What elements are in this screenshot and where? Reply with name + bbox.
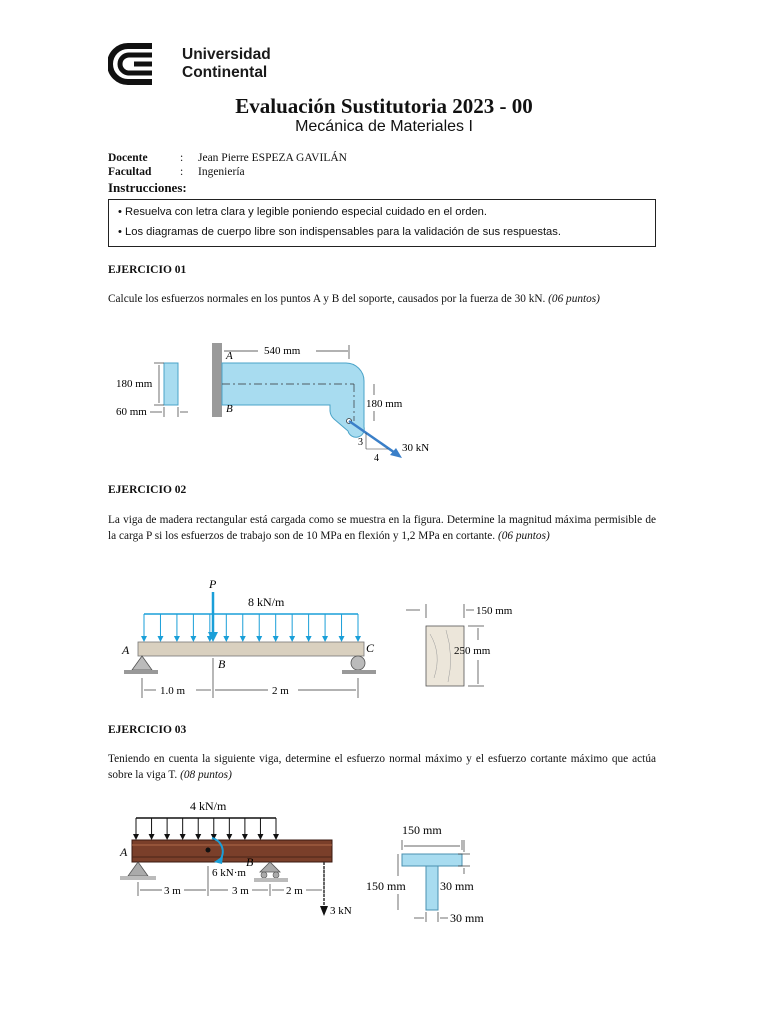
- ex1-force-arrow: [349, 421, 398, 455]
- ex1-heading: EJERCICIO 01: [108, 264, 187, 276]
- docente-value: Jean Pierre ESPEZA GAVILÁN: [198, 152, 347, 164]
- load-arrow-head: [339, 636, 345, 642]
- logo-line2: Continental: [182, 64, 268, 81]
- load-arrow-head: [149, 834, 155, 840]
- ex2-label-C: C: [366, 641, 375, 655]
- ex2-figure: [108, 574, 528, 704]
- ex2-height: 250 mm: [454, 645, 491, 657]
- logo-text: [182, 46, 271, 82]
- ex3-label-A: A: [120, 845, 128, 859]
- docente-label: Docente: [108, 152, 148, 164]
- ex1-label-B: B: [226, 403, 233, 415]
- ex3-flange-thickness: 30 mm: [440, 879, 474, 893]
- load-arrow-head: [240, 636, 246, 642]
- load-arrow-head: [242, 834, 248, 840]
- facultad-label: Facultad: [108, 166, 152, 178]
- ex3-web-height: 150 mm: [366, 879, 406, 893]
- ex3-distributed-load: 4 kN/m: [190, 799, 227, 813]
- ex2-beam: [138, 642, 364, 656]
- ex2-width: 150 mm: [476, 605, 513, 617]
- load-arrow-head: [256, 636, 262, 642]
- load-arrow-head: [223, 636, 229, 642]
- ex2-roller-support: [351, 656, 365, 670]
- ex3-t-web: [426, 866, 438, 910]
- ex3-force-label: 3 kN: [330, 905, 352, 917]
- load-arrow-head: [257, 834, 263, 840]
- ex2-pin-support: [132, 656, 152, 670]
- load-arrow-head: [174, 636, 180, 642]
- ex1-label-A: A: [226, 350, 233, 362]
- ex1-dim-60: 60 mm: [116, 406, 147, 418]
- ex3-flange-width: 150 mm: [402, 823, 442, 837]
- logo-line1: Universidad: [182, 46, 271, 63]
- document-subtitle: Mecánica de Materiales I: [295, 118, 473, 135]
- ex1-text: [108, 291, 656, 307]
- ex2-dim-1: 1.0 m: [160, 685, 186, 697]
- ex3-t-flange: [402, 854, 462, 866]
- ex3-dim-1: 3 m: [164, 885, 181, 897]
- facultad-value: Ingeniería: [198, 166, 245, 178]
- document-title: Evaluación Sustitutoria 2023 - 00: [235, 94, 533, 118]
- ex3-heading: EJERCICIO 03: [108, 724, 187, 736]
- ex2-dim-2: 2 m: [272, 685, 289, 697]
- logo-mark-icon: [108, 42, 170, 86]
- ex3-text: [108, 751, 656, 783]
- ex1-slope-3: 3: [358, 437, 363, 448]
- university-logo: [108, 42, 170, 86]
- ex2-label-B: B: [218, 657, 226, 671]
- ex3-web-thickness: 30 mm: [450, 911, 484, 925]
- load-arrow-head: [133, 834, 139, 840]
- instructions-heading: Instrucciones:: [108, 180, 187, 195]
- ex1-dim-180b: 180 mm: [366, 398, 403, 410]
- load-arrow-head: [226, 834, 232, 840]
- ex3-roller-support: [260, 862, 280, 872]
- instruction-item: • Resuelva con letra clara y legible poniendo especial cuidado en el orden.: [118, 206, 487, 218]
- ex1-dim-180a: 180 mm: [116, 378, 153, 390]
- load-arrow-head: [273, 636, 279, 642]
- ex1-wall: [212, 343, 222, 417]
- ex3-dim-2: 3 m: [232, 885, 249, 897]
- docente-row: [108, 152, 347, 164]
- load-arrow-head: [322, 636, 328, 642]
- ex3-dim-3: 2 m: [286, 885, 303, 897]
- load-arrow-head: [180, 834, 186, 840]
- load-arrow-head: [355, 636, 361, 642]
- instruction-item: • Los diagramas de cuerpo libre son indispensables para la validación de sus respuestas.: [118, 226, 561, 238]
- ex3-force-arrow: [320, 906, 328, 916]
- separator: :: [180, 166, 184, 178]
- ex3-beam: [132, 840, 332, 862]
- ex1-dim-540: 540 mm: [264, 345, 301, 357]
- load-arrow-head: [306, 636, 312, 642]
- ex2-statement: La viga de madera rectangular está cargada como se muestra en la figura. Determine la magnitud máxima permisible de la carga P si los esfuerzos de trabajo son de 10 MPa en flexión y 1,2 MPa en cortante.: [108, 514, 656, 542]
- load-arrow-head: [195, 834, 201, 840]
- facultad-row: [108, 166, 245, 178]
- load-arrow-head: [157, 636, 163, 642]
- ex2-label-A: A: [122, 643, 130, 657]
- ex3-figure: [108, 796, 508, 932]
- instructions-box: [108, 199, 656, 247]
- ex3-label-B: B: [246, 855, 254, 869]
- ex3-statement: Teniendo en cuenta la siguiente viga, determine el esfuerzo normal máximo y el esfuerzo cortante máximo que actúa sobre la viga T.: [108, 753, 656, 781]
- ex3-pin-support: [128, 862, 148, 876]
- ex1-points: (06 puntos): [548, 293, 600, 305]
- ex1-force-label: 30 kN: [402, 442, 430, 454]
- separator: :: [180, 152, 184, 164]
- ex1-slope-4: 4: [374, 453, 379, 464]
- ex2-points: (06 puntos): [497, 530, 550, 542]
- ex2-text: [108, 512, 656, 544]
- ex2-distributed-load: 8 kN/m: [248, 595, 285, 609]
- ex3-points: (08 puntos): [180, 769, 232, 781]
- load-arrow-head: [273, 834, 279, 840]
- ex3-load-arrows: [133, 818, 279, 840]
- ex1-statement: Calcule los esfuerzos normales en los puntos A y B del soporte, causados por la fuerza de 30 kN.: [108, 293, 546, 305]
- load-arrow-head: [141, 636, 147, 642]
- ex1-cross-section: [164, 363, 178, 405]
- ex2-heading: EJERCICIO 02: [108, 484, 187, 496]
- load-arrow-head: [289, 636, 295, 642]
- ex2-load-arrows: [141, 614, 361, 642]
- ex1-figure: [108, 335, 468, 465]
- load-arrow-head: [164, 834, 170, 840]
- ex1-bracket: [222, 363, 364, 437]
- load-arrow-head: [190, 636, 196, 642]
- ex2-label-P: P: [209, 577, 217, 591]
- ex3-moment-label: 6 kN·m: [212, 867, 246, 879]
